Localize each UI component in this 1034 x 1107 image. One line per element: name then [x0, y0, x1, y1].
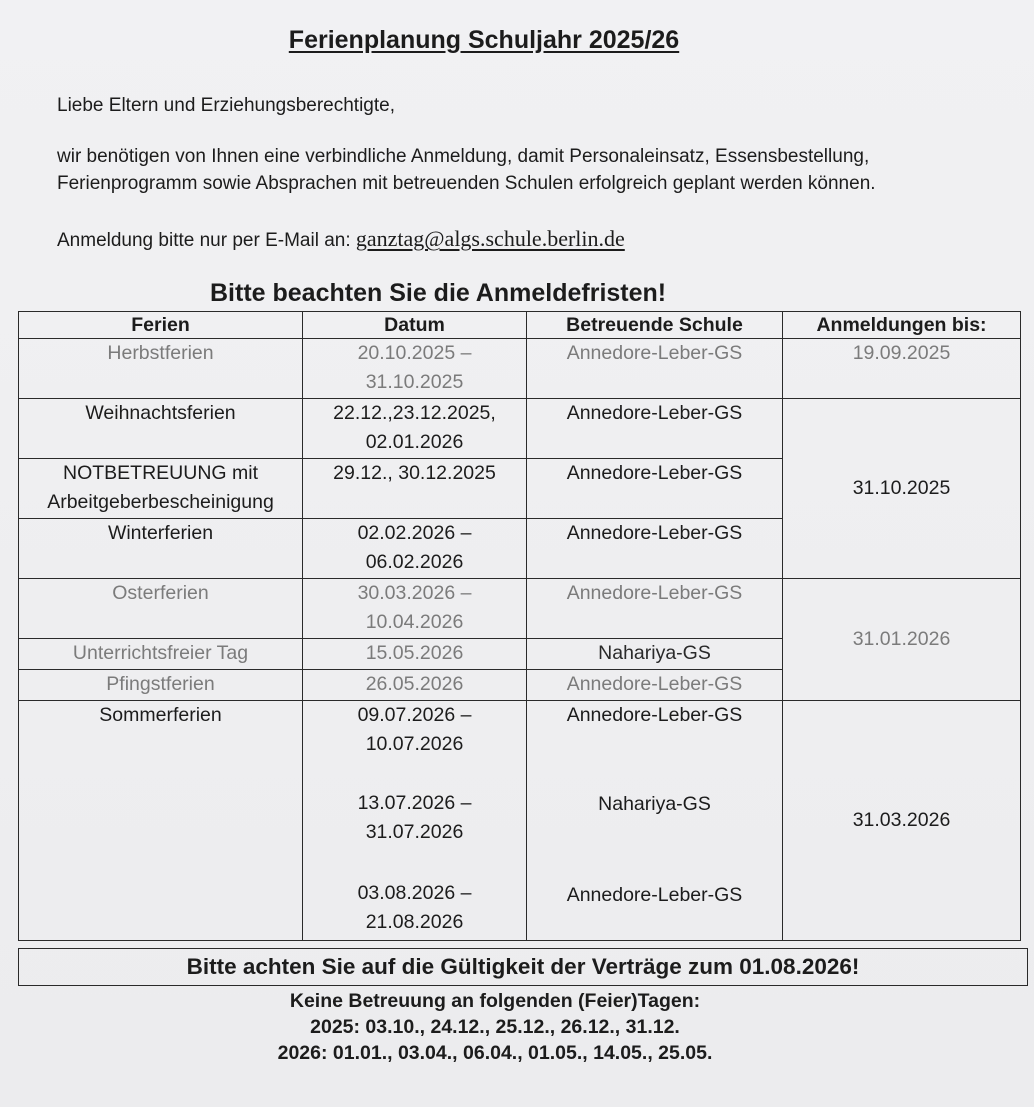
ferien-cell: Weihnachtsferien	[19, 399, 303, 459]
table-row	[19, 579, 1021, 639]
header-ferien: Ferien	[19, 312, 303, 339]
datum-cell	[303, 399, 527, 459]
ferien-cell: Unterrichtsfreier Tag	[19, 639, 303, 670]
schule-cell: Nahariya-GS	[527, 639, 783, 670]
footer-line: 2026: 01.01., 03.04., 06.04., 01.05., 14.05., 25.05.	[277, 1042, 713, 1064]
datum-line: 22.12.,23.12.2025,	[333, 402, 496, 424]
greeting: Liebe Eltern und Erziehungsberechtigte,	[57, 95, 396, 116]
schule-cell: Annedore-Leber-GS	[527, 339, 783, 399]
ferien-cell: Pfingstferien	[19, 670, 303, 701]
schule-line: Annedore-Leber-GS	[566, 884, 743, 906]
header-datum: Datum	[303, 312, 527, 339]
deadline-cell: 31.03.2026	[783, 701, 1021, 941]
datum-cell	[303, 339, 527, 399]
datum-cell: 26.05.2026	[303, 670, 527, 701]
document-title: Ferienplanung Schuljahr 2025/26	[288, 26, 680, 54]
deadline-heading: Bitte beachten Sie die Anmeldefristen!	[210, 279, 667, 307]
datum-line: 06.02.2026	[365, 551, 464, 573]
datum-cell	[303, 579, 527, 639]
datum-line: 10.04.2026	[365, 611, 464, 633]
ferien-cell: Herbstferien	[19, 339, 303, 399]
ferien-line: NOTBETREUUNG mit	[63, 462, 258, 484]
ferien-cell	[19, 459, 303, 519]
schule-line: Annedore-Leber-GS	[566, 704, 743, 726]
spacer	[307, 759, 522, 789]
datum-line: 02.02.2026 –	[357, 522, 472, 544]
schule-cell: Annedore-Leber-GS	[527, 519, 783, 579]
deadline-cell: 19.09.2025	[783, 339, 1021, 399]
datum-line: 09.07.2026 –	[357, 704, 472, 726]
datum-cell: 15.05.2026	[303, 639, 527, 670]
schule-cell: Annedore-Leber-GS	[527, 579, 783, 639]
footer-line: Keine Betreuung an folgenden (Feier)Tagen:	[289, 990, 701, 1012]
schule-line: Nahariya-GS	[598, 793, 711, 815]
datum-line: 10.07.2026	[365, 733, 464, 755]
datum-line: 31.07.2026	[365, 821, 464, 843]
ferien-line: Arbeitgeberbescheinigung	[47, 491, 274, 513]
header-schule: Betreuende Schule	[527, 312, 783, 339]
datum-line: 20.10.2025 –	[357, 342, 472, 364]
ferien-cell: Winterferien	[19, 519, 303, 579]
spacer	[307, 847, 522, 879]
datum-line: 31.10.2025	[365, 371, 464, 393]
table-row	[19, 339, 1021, 399]
table-row	[19, 701, 1021, 941]
datum-cell	[303, 701, 527, 941]
table-row	[19, 399, 1021, 459]
email-prefix: Anmeldung bitte nur per E-Mail an:	[57, 230, 351, 251]
datum-cell	[303, 519, 527, 579]
datum-line: 21.08.2026	[365, 911, 464, 933]
holiday-table	[18, 311, 1021, 941]
contract-notice: Bitte achten Sie auf die Gültigkeit der Verträge zum 01.08.2026!	[18, 948, 1028, 986]
ferien-cell: Sommerferien	[19, 701, 303, 941]
datum-line: 03.08.2026 –	[357, 882, 472, 904]
schule-cell: Annedore-Leber-GS	[527, 399, 783, 459]
datum-line: 30.03.2026 –	[357, 582, 472, 604]
footer-line: 2025: 03.10., 24.12., 25.12., 26.12., 31.12.	[310, 1016, 680, 1038]
ferien-cell: Osterferien	[19, 579, 303, 639]
table-header-row	[19, 312, 1021, 339]
schule-cell: Annedore-Leber-GS	[527, 670, 783, 701]
deadline-cell: 31.10.2025	[783, 399, 1021, 579]
datum-line: 02.01.2026	[365, 431, 464, 453]
deadline-cell: 31.01.2026	[783, 579, 1021, 701]
intro-text: wir benötigen von Ihnen eine verbindliche Anmeldung, damit Personaleinsatz, Essensbestellung, Ferienprogramm sowie Absprachen mit betreuenden Schulen erfolgreich geplant werden können.	[57, 146, 876, 194]
email-line	[57, 225, 625, 254]
schule-cell: Annedore-Leber-GS	[527, 459, 783, 519]
datum-line: 13.07.2026 –	[357, 792, 472, 814]
datum-cell: 29.12., 30.12.2025	[303, 459, 527, 519]
email-link[interactable]: ganztag@algs.schule.berlin.de	[355, 226, 625, 251]
schule-cell	[527, 701, 783, 941]
header-anmeldung: Anmeldungen bis:	[783, 312, 1021, 339]
